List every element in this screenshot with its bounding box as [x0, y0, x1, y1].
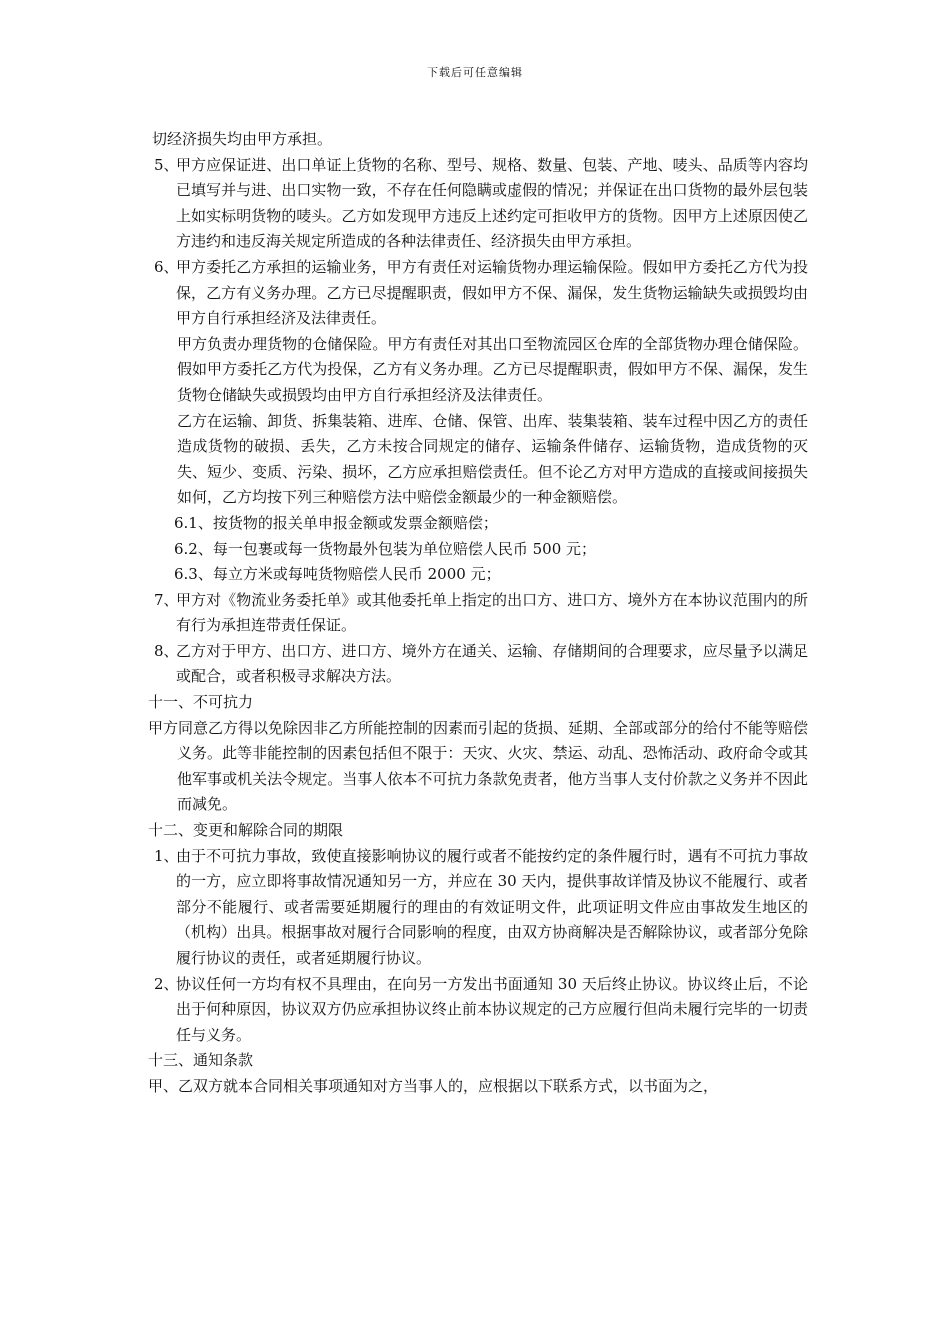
clause-7 [148, 588, 808, 639]
section-heading-12: 十二、变更和解除合同的期限 [148, 821, 344, 840]
document-body [148, 127, 808, 1100]
clause-text: 甲方委托乙方承担的运输业务，甲方有责任对运输货物办理运输保险。假如甲方委托乙方代为投保，乙方有义务办理。乙方已尽提醒职责，假如甲方不保、漏保，发生货物运输缺失或损毁均由甲方自行承担经济及法律责任。 [176, 257, 808, 328]
section-heading-13: 十三、通知条款 [148, 1051, 254, 1070]
clause-6-3: 6.3、每立方米或每吨货物赔偿人民币 2000 元； [174, 565, 501, 584]
clause-6-warehouse-insurance: 甲方负责办理货物的仓储保险。甲方有责任对其出口至物流园区仓库的全部货物办理仓储保险。假如甲方委托乙方代为投保，乙方有义务办理。乙方已尽提醒职责，假如甲方不保、漏保，发生货物仓储缺失或损毁均由甲方自行承担经济及法律责任。 [177, 334, 808, 404]
clause-6-liability: 乙方在运输、卸货、拆集装箱、进库、仓储、保管、出库、装集装箱、装车过程中因乙方的责任造成货物的破损、丢失，乙方未按合同规定的储存、运输条件储存、运输货物，造成货物的灭失、短少、变质、污染、损坏，乙方应承担赔偿责任。但不论乙方对甲方造成的直接或间接损失如何，乙方均按下列三种赔偿方法中赔偿金额最少的一种金额赔偿。 [177, 411, 808, 507]
clause-12-2 [148, 972, 808, 1049]
clause-6-2: 6.2、每一包裹或每一货物最外包装为单位赔偿人民币 500 元； [174, 539, 597, 558]
clause-5 [148, 153, 808, 255]
section-heading-11: 十一、不可抗力 [148, 693, 254, 712]
section-11-paragraph: 甲方同意乙方得以免除因非乙方所能控制的因素而引起的货损、延期、全部或部分的给付不能等赔偿义务。此等非能控制的因素包括但不限于：天灾、火灾、禁运、动乱、恐怖活动、政府命令或其他军事或机关法令规定。当事人依本不可抗力条款免责者，他方当事人支付价款之义务并不因此而减免。 [148, 718, 809, 814]
clause-6-1: 6.1、按货物的报关单申报金额或发票金额赔偿； [174, 513, 498, 532]
clause-6 [148, 255, 808, 332]
continuation-paragraph: 切经济损失均由甲方承担。 [152, 130, 333, 148]
clause-text: 甲方对《物流业务委托单》或其他委托单上指定的出口方、进口方、境外方在本协议范围内的所有行为承担连带责任保证。 [176, 590, 808, 635]
clause-text: 甲方应保证进、出口单证上货物的名称、型号、规格、数量、包装、产地、唛头、品质等内容均已填写并与进、出口实物一致，不存在任何隐瞒或虚假的情况；并保证在出口货物的最外层包装上如实标明货物的唛头。乙方如发现甲方违反上述约定可拒收甲方的货物。因甲方上述原因使乙方违约和违反海关规定所造成的各种法律责任、经济损失由甲方承担。 [176, 155, 808, 251]
clause-number: 2、 [154, 974, 179, 993]
page-header: 下载后可任意编辑 [427, 66, 523, 79]
clause-text: 协议任何一方均有权不具理由，在向另一方发出书面通知 30 天后终止协议。协议终止后，不论出于何种原因，协议双方仍应承担协议终止前本协议规定的己方应履行但尚未履行完毕的一切责任与义务。 [176, 974, 808, 1044]
clause-12-1 [148, 844, 808, 972]
clause-number: 8、 [154, 641, 179, 660]
clause-number: 7、 [154, 590, 179, 609]
section-13-paragraph: 甲、乙双方就本合同相关事项通知对方当事人的，应根据以下联系方式，以书面为之， [148, 1076, 719, 1095]
clause-8 [148, 639, 808, 690]
clause-number: 1、 [154, 846, 179, 865]
clause-text: 乙方对于甲方、出口方、进口方、境外方在通关、运输、存储期间的合理要求，应尽量予以满足或配合，或者积极寻求解决方法。 [176, 641, 808, 686]
clause-number: 6、 [154, 257, 179, 276]
clause-number: 5、 [154, 155, 179, 174]
clause-text: 由于不可抗力事故，致使直接影响协议的履行或者不能按约定的条件履行时，遇有不可抗力事故的一方，应立即将事故情况通知另一方，并应在 30 天内，提供事故详情及协议不能履行、或者部分不能履行、或者需要延期履行的理由的有效证明文件，此项证明文件应由事故发生地区的（机构）出具。根据事故对履行合同影响的程度，由双方协商解决是否解除协议，或者部分免除履行协议的责任，或者延期履行协议。 [176, 846, 808, 967]
